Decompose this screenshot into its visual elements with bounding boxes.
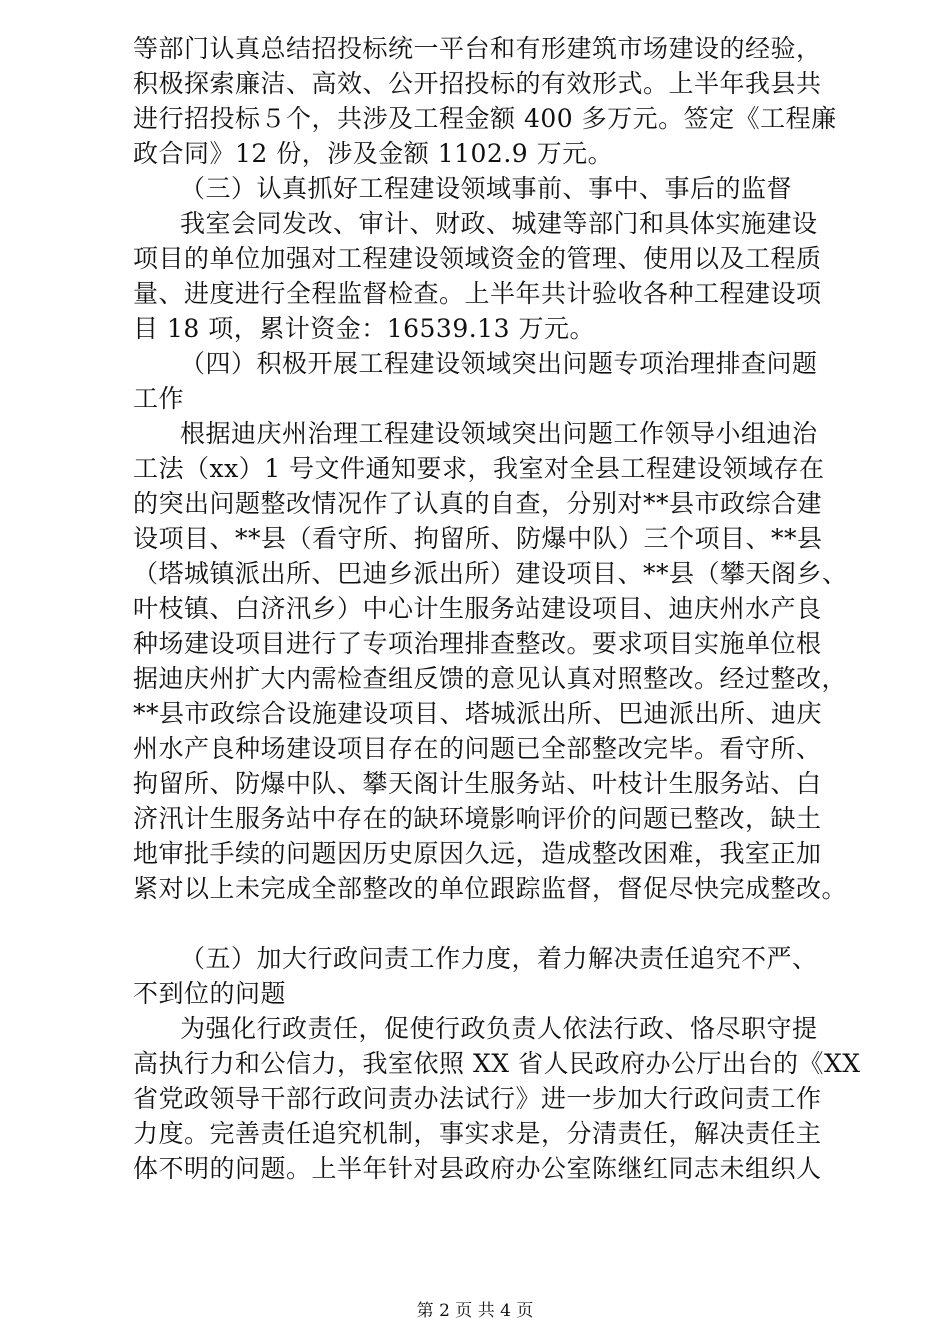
body-line: （塔城镇派出所、巴迪乡派出所）建设项目、**县（攀天阁乡、 — [133, 559, 848, 588]
page-number-footer: 第 2 页 共 4 页 — [416, 1301, 534, 1321]
body-line: 政合同》12 份，涉及金额 1102.9 万元。 — [133, 139, 614, 168]
body-line: 拘留所、防爆中队、攀天阁计生服务站、叶枝计生服务站、白 — [133, 769, 822, 798]
body-line: 济汛计生服务站中存在的缺环境影响评价的问题已整改，缺土 — [133, 804, 822, 833]
section-heading-5: （五）加大行政问责工作力度，着力解决责任追究不严、 — [180, 944, 818, 973]
body-line: 积极探索廉洁、高效、公开招投标的有效形式。上半年我县共 — [133, 69, 822, 98]
body-line: 为强化行政责任，促使行政负责人依法行政、恪尽职守提 — [180, 1014, 818, 1043]
body-line: 量、进度进行全程监督检查。上半年共计验收各种工程建设项 — [133, 279, 822, 308]
body-line: 省党政领导干部行政问责办法试行》进一步加大行政问责工作 — [133, 1084, 822, 1113]
body-line: 紧对以上未完成全部整改的单位跟踪监督，督促尽快完成整改。 — [133, 874, 848, 903]
body-line: 的突出问题整改情况作了认真的自查，分别对**县市政综合建 — [133, 489, 823, 518]
body-line: 种场建设项目进行了专项治理排查整改。要求项目实施单位根 — [133, 629, 822, 658]
body-line: 高执行力和公信力，我室依照 XX 省人民政府办公厅出台的《XX — [133, 1049, 861, 1078]
body-line: 地审批手续的问题因历史原因久远，造成整改困难，我室正加 — [133, 839, 822, 868]
section-heading-5-cont: 不到位的问题 — [133, 979, 287, 1008]
body-line: 工法（xx）1 号文件通知要求，我室对全县工程建设领域存在 — [133, 454, 825, 483]
body-line: **县市政综合设施建设项目、塔城派出所、巴迪派出所、迪庆 — [133, 699, 823, 728]
section-heading-3: （三）认真抓好工程建设领域事前、事中、事后的监督 — [180, 174, 793, 203]
body-line: 设项目、**县（看守所、拘留所、防爆中队）三个项目、**县 — [133, 524, 823, 553]
body-line: 目 18 项，累计资金：16539.13 万元。 — [133, 314, 595, 343]
body-line: 体不明的问题。上半年针对县政府办公室陈继红同志未组织人 — [133, 1154, 822, 1183]
body-line: 州水产良种场建设项目存在的问题已全部整改完毕。看守所、 — [133, 734, 822, 763]
body-line: 项目的单位加强对工程建设领域资金的管理、使用以及工程质 — [133, 244, 822, 273]
body-line: 叶枝镇、白济汛乡）中心计生服务站建设项目、迪庆州水产良 — [133, 594, 822, 623]
body-line: 力度。完善责任追究机制，事实求是，分清责任，解决责任主 — [133, 1119, 822, 1148]
body-line: 等部门认真总结招投标统一平台和有形建筑市场建设的经验， — [133, 34, 822, 63]
body-line: 根据迪庆州治理工程建设领域突出问题工作领导小组迪治 — [180, 419, 818, 448]
body-line: 我室会同发改、审计、财政、城建等部门和具体实施建设 — [180, 209, 818, 238]
section-heading-4: （四）积极开展工程建设领域突出问题专项治理排查问题 — [180, 349, 818, 378]
body-line: 据迪庆州扩大内需检查组反馈的意见认真对照整改。经过整改， — [133, 664, 848, 693]
section-heading-4-cont: 工作 — [133, 384, 185, 413]
body-line: 进行招投标５个，共涉及工程金额 400 多万元。签定《工程廉 — [133, 104, 837, 133]
